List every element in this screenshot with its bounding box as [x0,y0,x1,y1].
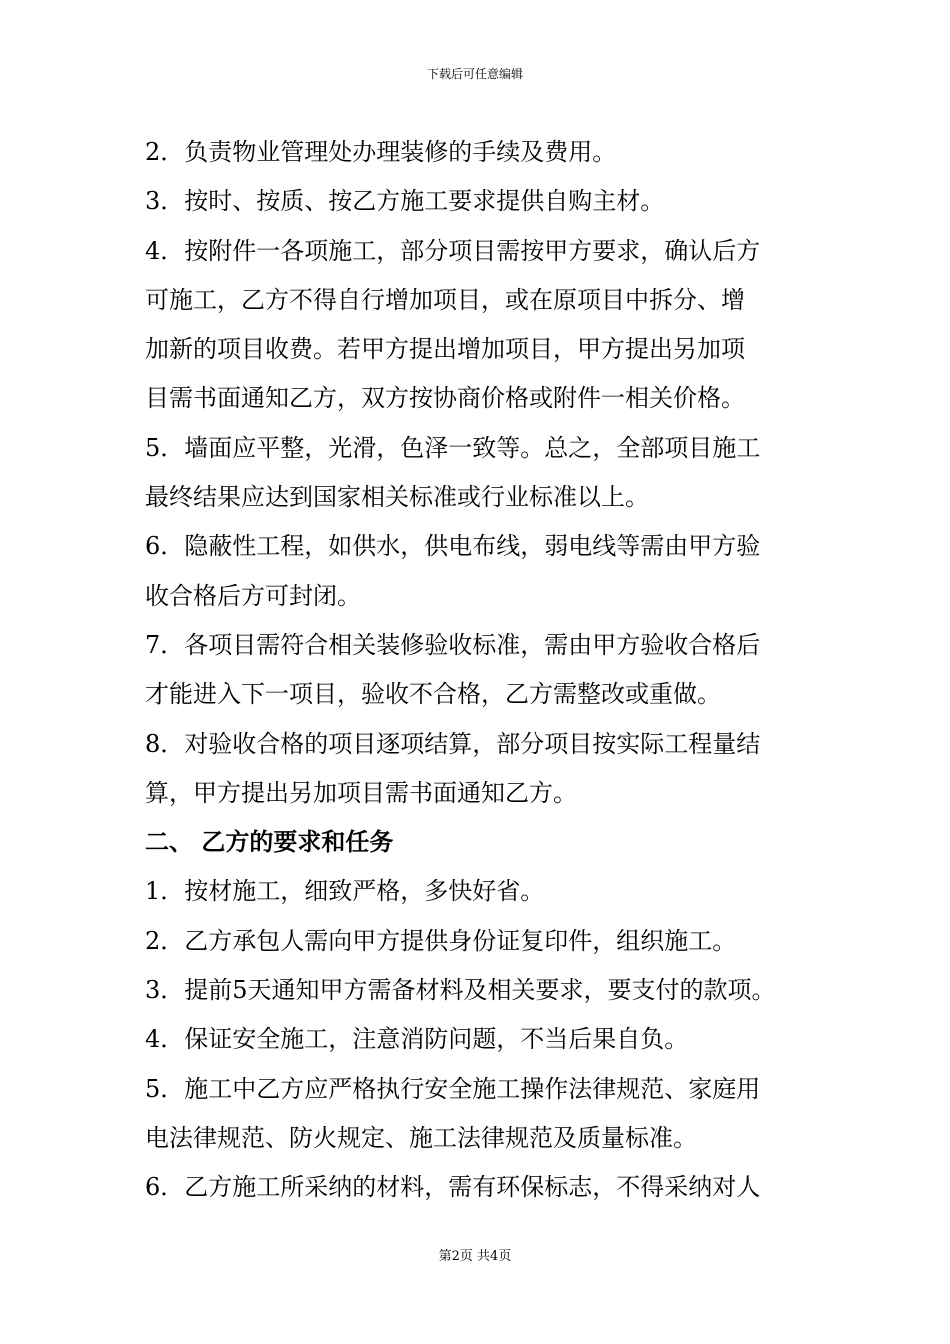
body-line: 可施工，乙方不得自行增加项目，或在原项目中拆分、增 [145,285,745,314]
section-heading: 二、 乙方的要求和任务 [145,828,394,857]
body-line: 4．按附件一各项施工，部分项目需按甲方要求，确认后方 [145,236,761,265]
body-line: 才能进入下一项目，验收不合格，乙方需整改或重做。 [145,680,721,709]
body-line: 算，甲方提出另加项目需书面通知乙方。 [145,778,577,807]
page-number-footer: 第2页 共4页 [438,1249,512,1264]
document-body [145,128,810,1213]
body-line: 3．按时、按质、按乙方施工要求提供自购主材。 [145,187,665,216]
body-line: 6．隐蔽性工程，如供水，供电布线，弱电线等需由甲方验 [145,532,761,561]
body-line: 3．提前5天通知甲方需备材料及相关要求，要支付的款项。 [145,976,776,1005]
body-line: 2．乙方承包人需向甲方提供身份证复印件，组织施工。 [145,926,737,955]
body-line: 6．乙方施工所采纳的材料，需有环保标志，不得采纳对人 [145,1173,761,1202]
page-header-note: 下载后可任意编辑 [426,67,523,81]
body-line: 加新的项目收费。若甲方提出增加项目，甲方提出另加项 [145,335,745,364]
body-line: 1．按材施工，细致严格，多快好省。 [145,877,545,906]
body-line: 电法律规范、防火规定、施工法律规范及质量标准。 [145,1123,697,1152]
body-line: 最终结果应达到国家相关标准或行业标准以上。 [145,483,649,512]
body-line: 7．各项目需符合相关装修验收标准，需由甲方验收合格后 [145,630,761,659]
body-line: 5．墙面应平整，光滑，色泽一致等。总之，全部项目施工 [145,433,761,462]
body-line: 4．保证安全施工，注意消防问题，不当后果自负。 [145,1025,689,1054]
body-line: 目需书面通知乙方，双方按协商价格或附件一相关价格。 [145,384,745,413]
body-line: 5．施工中乙方应严格执行安全施工操作法律规范、家庭用 [145,1074,761,1103]
body-line: 8．对验收合格的项目逐项结算，部分项目按实际工程量结 [145,729,761,758]
body-line: 收合格后方可封闭。 [145,581,361,610]
body-line: 2．负责物业管理处办理装修的手续及费用。 [145,138,617,166]
